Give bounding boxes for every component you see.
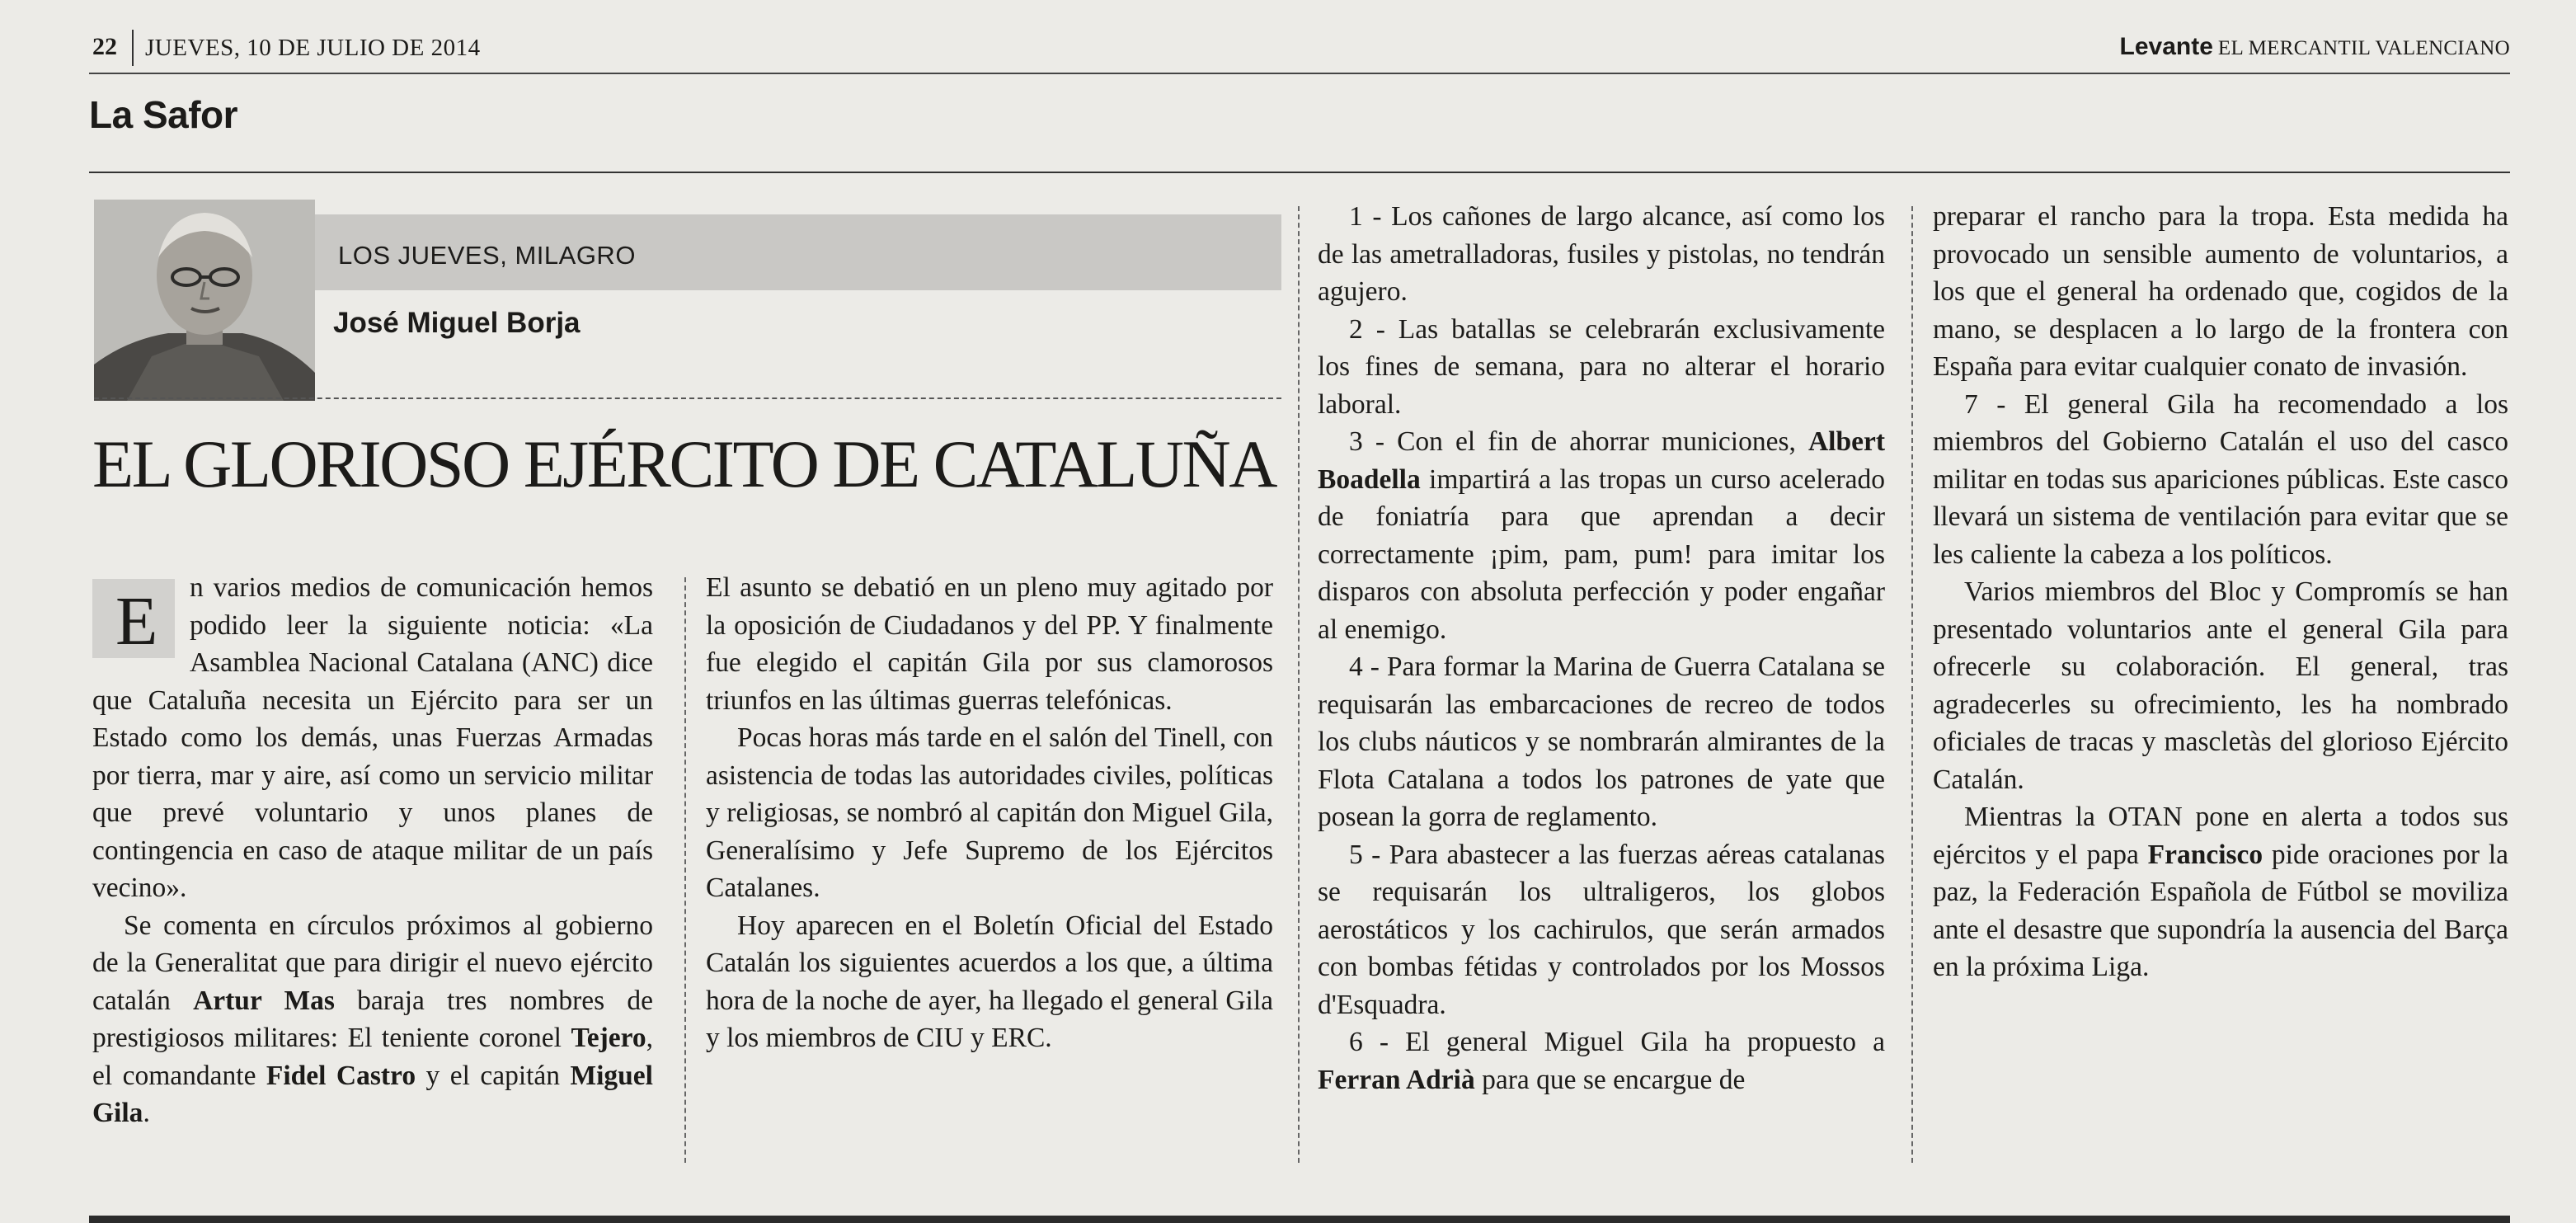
bottom-rule xyxy=(89,1216,2510,1223)
body-column-3 xyxy=(1318,198,1885,1098)
page-number: 22 xyxy=(92,33,117,60)
text-run: Se comenta en círculos próximos al gobierno de la Generalitat que para dirigir el nuevo ejército catalán xyxy=(92,910,653,1016)
column-divider xyxy=(684,577,686,1163)
issue-date: JUEVES, 10 DE JULIO DE 2014 xyxy=(145,35,481,61)
brand-mercantil: EL MERCANTIL VALENCIANO xyxy=(2217,37,2510,59)
section-title: La Safor xyxy=(89,93,238,136)
drop-cap-letter: E xyxy=(115,583,158,660)
column-divider xyxy=(1298,206,1300,1163)
paragraph: n varios medios de comunicación hemos podido leer la siguiente noticia: «La Asamblea Nacional Catalana (ANC) dice que Cataluña necesita un Ejército para ser un Estado como los demás, unas Fuerzas Armadas por tierra, mar y aire, así como un servicio militar que prevé voluntario y unos planes de contingencia en caso de ataque militar de un país vecino». xyxy=(92,572,653,903)
header-rule xyxy=(89,73,2510,74)
bold-name: Artur Mas xyxy=(193,985,335,1016)
text-run: pide oraciones por la paz, la Federación Española de Fútbol se moviliza ante el desastre que supondría la ausencia del Barça en la próxima Liga. xyxy=(1933,839,2508,982)
text-run: y el capitán xyxy=(416,1060,571,1091)
paragraph xyxy=(1318,423,1885,648)
paragraph: preparar el rancho para la tropa. Esta medida ha provocado un sensible aumento de voluntarios, a los que el general ha ordenado que, cogidos de la mano, se desplacen a lo largo de la frontera con España para evitar cualquier conato de invasión. xyxy=(1933,201,2508,382)
paragraph: 1 - Los cañones de largo alcance, así como los de las ametralladoras, fusiles y pistolas, no tendrán agujero. xyxy=(1318,201,1885,307)
bold-name: Francisco xyxy=(2147,839,2263,870)
paragraph: 2 - Las batallas se celebrarán exclusivamente los fines de semana, para no alterar el horario laboral. xyxy=(1318,313,1885,420)
section-rule xyxy=(89,172,2510,173)
paragraph: 5 - Para abastecer a las fuerzas aéreas catalanas se requisarán los ultraligeros, los globos aerostáticos y los cachirulos, que serán armados con bombas fétidas y controlados por los Mossos d'Esquadra. xyxy=(1318,839,1885,1020)
author-portrait-icon xyxy=(94,200,315,401)
paragraph: Hoy aparecen en el Boletín Oficial del Estado Catalán los siguientes acuerdos a los que, a última hora de la noche de ayer, ha llegado el general Gila y los miembros de CIU y ERC. xyxy=(706,910,1273,1053)
bold-name: Tejero xyxy=(571,1023,646,1053)
paragraph xyxy=(1933,798,2508,986)
text-run: 3 - Con el fin de ahorrar municiones, xyxy=(1349,426,1808,457)
bold-name: Miguel Gila xyxy=(92,1060,653,1128)
drop-cap xyxy=(92,579,175,658)
byline-rule xyxy=(94,397,1281,399)
paragraph: El asunto se debatió en un pleno muy agitado por la oposición de Ciudadanos y del PP. Y finalmente fue elegido el capitán Gila por sus clamorosos triunfos en las últimas guerras telefónicas. xyxy=(706,572,1273,716)
bold-name: Albert Boadella xyxy=(1318,426,1885,495)
author-name: José Miguel Borja xyxy=(333,307,581,339)
brand-levante: Levante xyxy=(2119,33,2213,60)
text-run: . xyxy=(143,1098,150,1128)
paragraph: 4 - Para formar la Marina de Guerra Catalana se requisarán las embarcaciones de recreo de todos los clubs náuticos y se nombrarán almirantes de la Flota Catalana a todos los patrones de yate que posean la gorra de reglamento. xyxy=(1318,651,1885,832)
text-run: , el comandante xyxy=(92,1023,653,1091)
masthead-brand xyxy=(2120,33,2511,61)
article-headline: EL GLORIOSO EJÉRCITO DE CATALUÑA xyxy=(92,426,1276,501)
paragraph: Pocas horas más tarde en el salón del Tinell, con asistencia de todas las autoridades civiles, políticas y religiosas, se nombró al capitán don Miguel Gila, Generalísimo y Jefe Supremo de los Ejércitos Catalanes. xyxy=(706,722,1273,903)
bold-name: Fidel Castro xyxy=(266,1060,416,1091)
text-run: 6 - El general Miguel Gila ha propuesto a xyxy=(1349,1027,1885,1057)
author-photo xyxy=(94,200,315,401)
page-header xyxy=(89,28,2510,73)
text-run: Mientras la OTAN pone en alerta a todos sus ejércitos y el papa xyxy=(1933,802,2508,870)
header-separator xyxy=(132,30,134,66)
body-column-4 xyxy=(1933,198,2508,986)
paragraph: 7 - El general Gila ha recomendado a los miembros del Gobierno Catalán el uso del casco militar en todas sus apariciones públicas. Este casco llevará un sistema de ventilación para evitar que se les caliente la cabeza a los políticos. xyxy=(1933,388,2508,570)
body-column-1 xyxy=(92,569,653,1132)
text-run: para que se encargue de xyxy=(1474,1064,1746,1095)
column-name: LOS JUEVES, MILAGRO xyxy=(338,241,636,270)
text-run: impartirá a las tropas un curso acelerado de foniatría para que aprendan a decir correctamente ¡pim, pam, pum! para imitar los disparos con absoluta perfección y poder engañar al enemigo. xyxy=(1318,463,1885,645)
bold-name: Ferran Adrià xyxy=(1318,1064,1475,1095)
paragraph: Varios miembros del Bloc y Compromís se han presentado voluntarios ante el general Gila para ofrecerle su colaboración. El general, tras agradecerles su ofrecimiento, les ha nombrado oficiales de tracas y mascletàs del glorioso Ejército Catalán. xyxy=(1933,576,2508,795)
body-column-2 xyxy=(706,569,1273,1057)
column-divider xyxy=(1911,206,1913,1163)
paragraph xyxy=(92,907,653,1132)
paragraph xyxy=(1318,1023,1885,1098)
text-run: baraja tres nombres de prestigiosos militares: El teniente coronel xyxy=(92,985,653,1053)
